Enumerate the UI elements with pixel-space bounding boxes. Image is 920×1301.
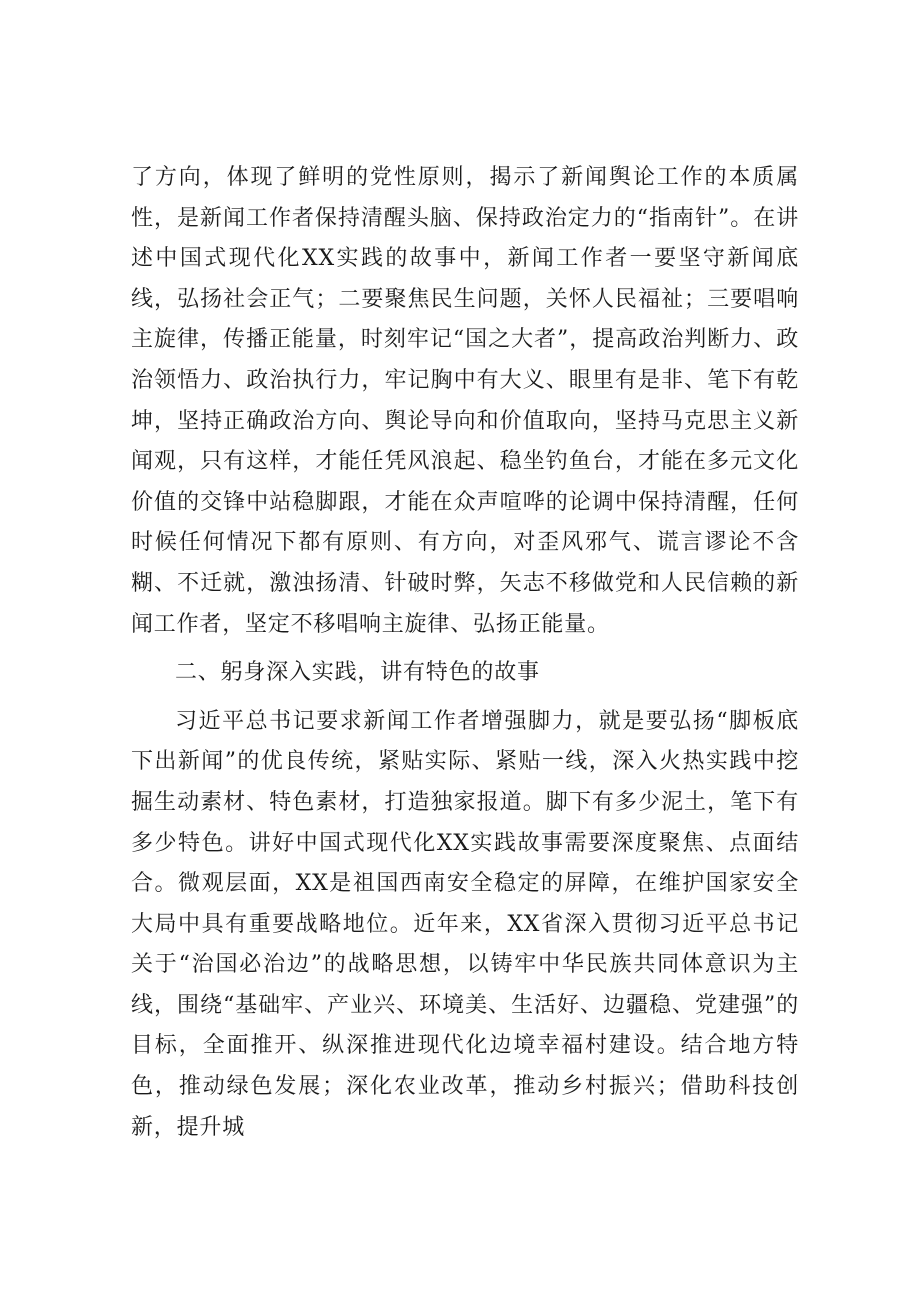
body-paragraph: 习近平总书记要求新闻工作者增强脚力，就是要弘扬“脚板底下出新闻”的优良传统，紧贴实际、紧贴一线，深入火热实践中挖掘生动素材、特色素材，打造独家报道。脚下有多少泥土，笔下有多少特色。讲好中国式现代化XX实践故事需要深度聚焦、点面结合。微观层面，XX是祖国西南安全稳定的屏障，在维护国家安全大局中具有重要战略地位。近年来，XX省深入贯彻习近平总书记关于“治国必治边”的战略思想，以铸牢中华民族共同体意识为主线，围绕“基础牢、产业兴、环境美、生活好、边疆稳、党建强”的目标，全面推开、纵深推进现代化边境幸福村建设。结合地方特色，推动绿色发展；深化农业改革，推动乡村振兴；借助科技创新，提升城 xyxy=(131,708,799,1140)
body-paragraph: 了方向，体现了鲜明的党性原则，揭示了新闻舆论工作的本质属性，是新闻工作者保持清醒头脑、保持政治定力的“指南针”。在讲述中国式现代化XX实践的故事中，新闻工作者一要坚守新闻底线，弘扬社会正气；二要聚焦民生问题，关怀人民福祉；三要唱响主旋律，传播正能量，时刻牢记“国之大者”，提高政治判断力、政治领悟力、政治执行力，牢记胸中有大义、眼里有是非、笔下有乾坤，坚持正确政治方向、舆论导向和价值取向，坚持马克思主义新闻观，只有这样，才能任凭风浪起、稳坐钓鱼台，才能在多元文化价值的交锋中站稳脚跟，才能在众声喧哗的论调中保持清醒，任何时候任何情况下都有原则、有方向，对歪风邪气、谎言谬论不含糊、不迁就，激浊扬清、针破时弊，矢志不移做党和人民信赖的新闻工作者，坚定不移唱响主旋律、弘扬正能量。 xyxy=(131,165,799,637)
section-heading: 二、躬身深入实践，讲有特色的故事 xyxy=(175,660,540,686)
document-body xyxy=(131,158,799,1148)
